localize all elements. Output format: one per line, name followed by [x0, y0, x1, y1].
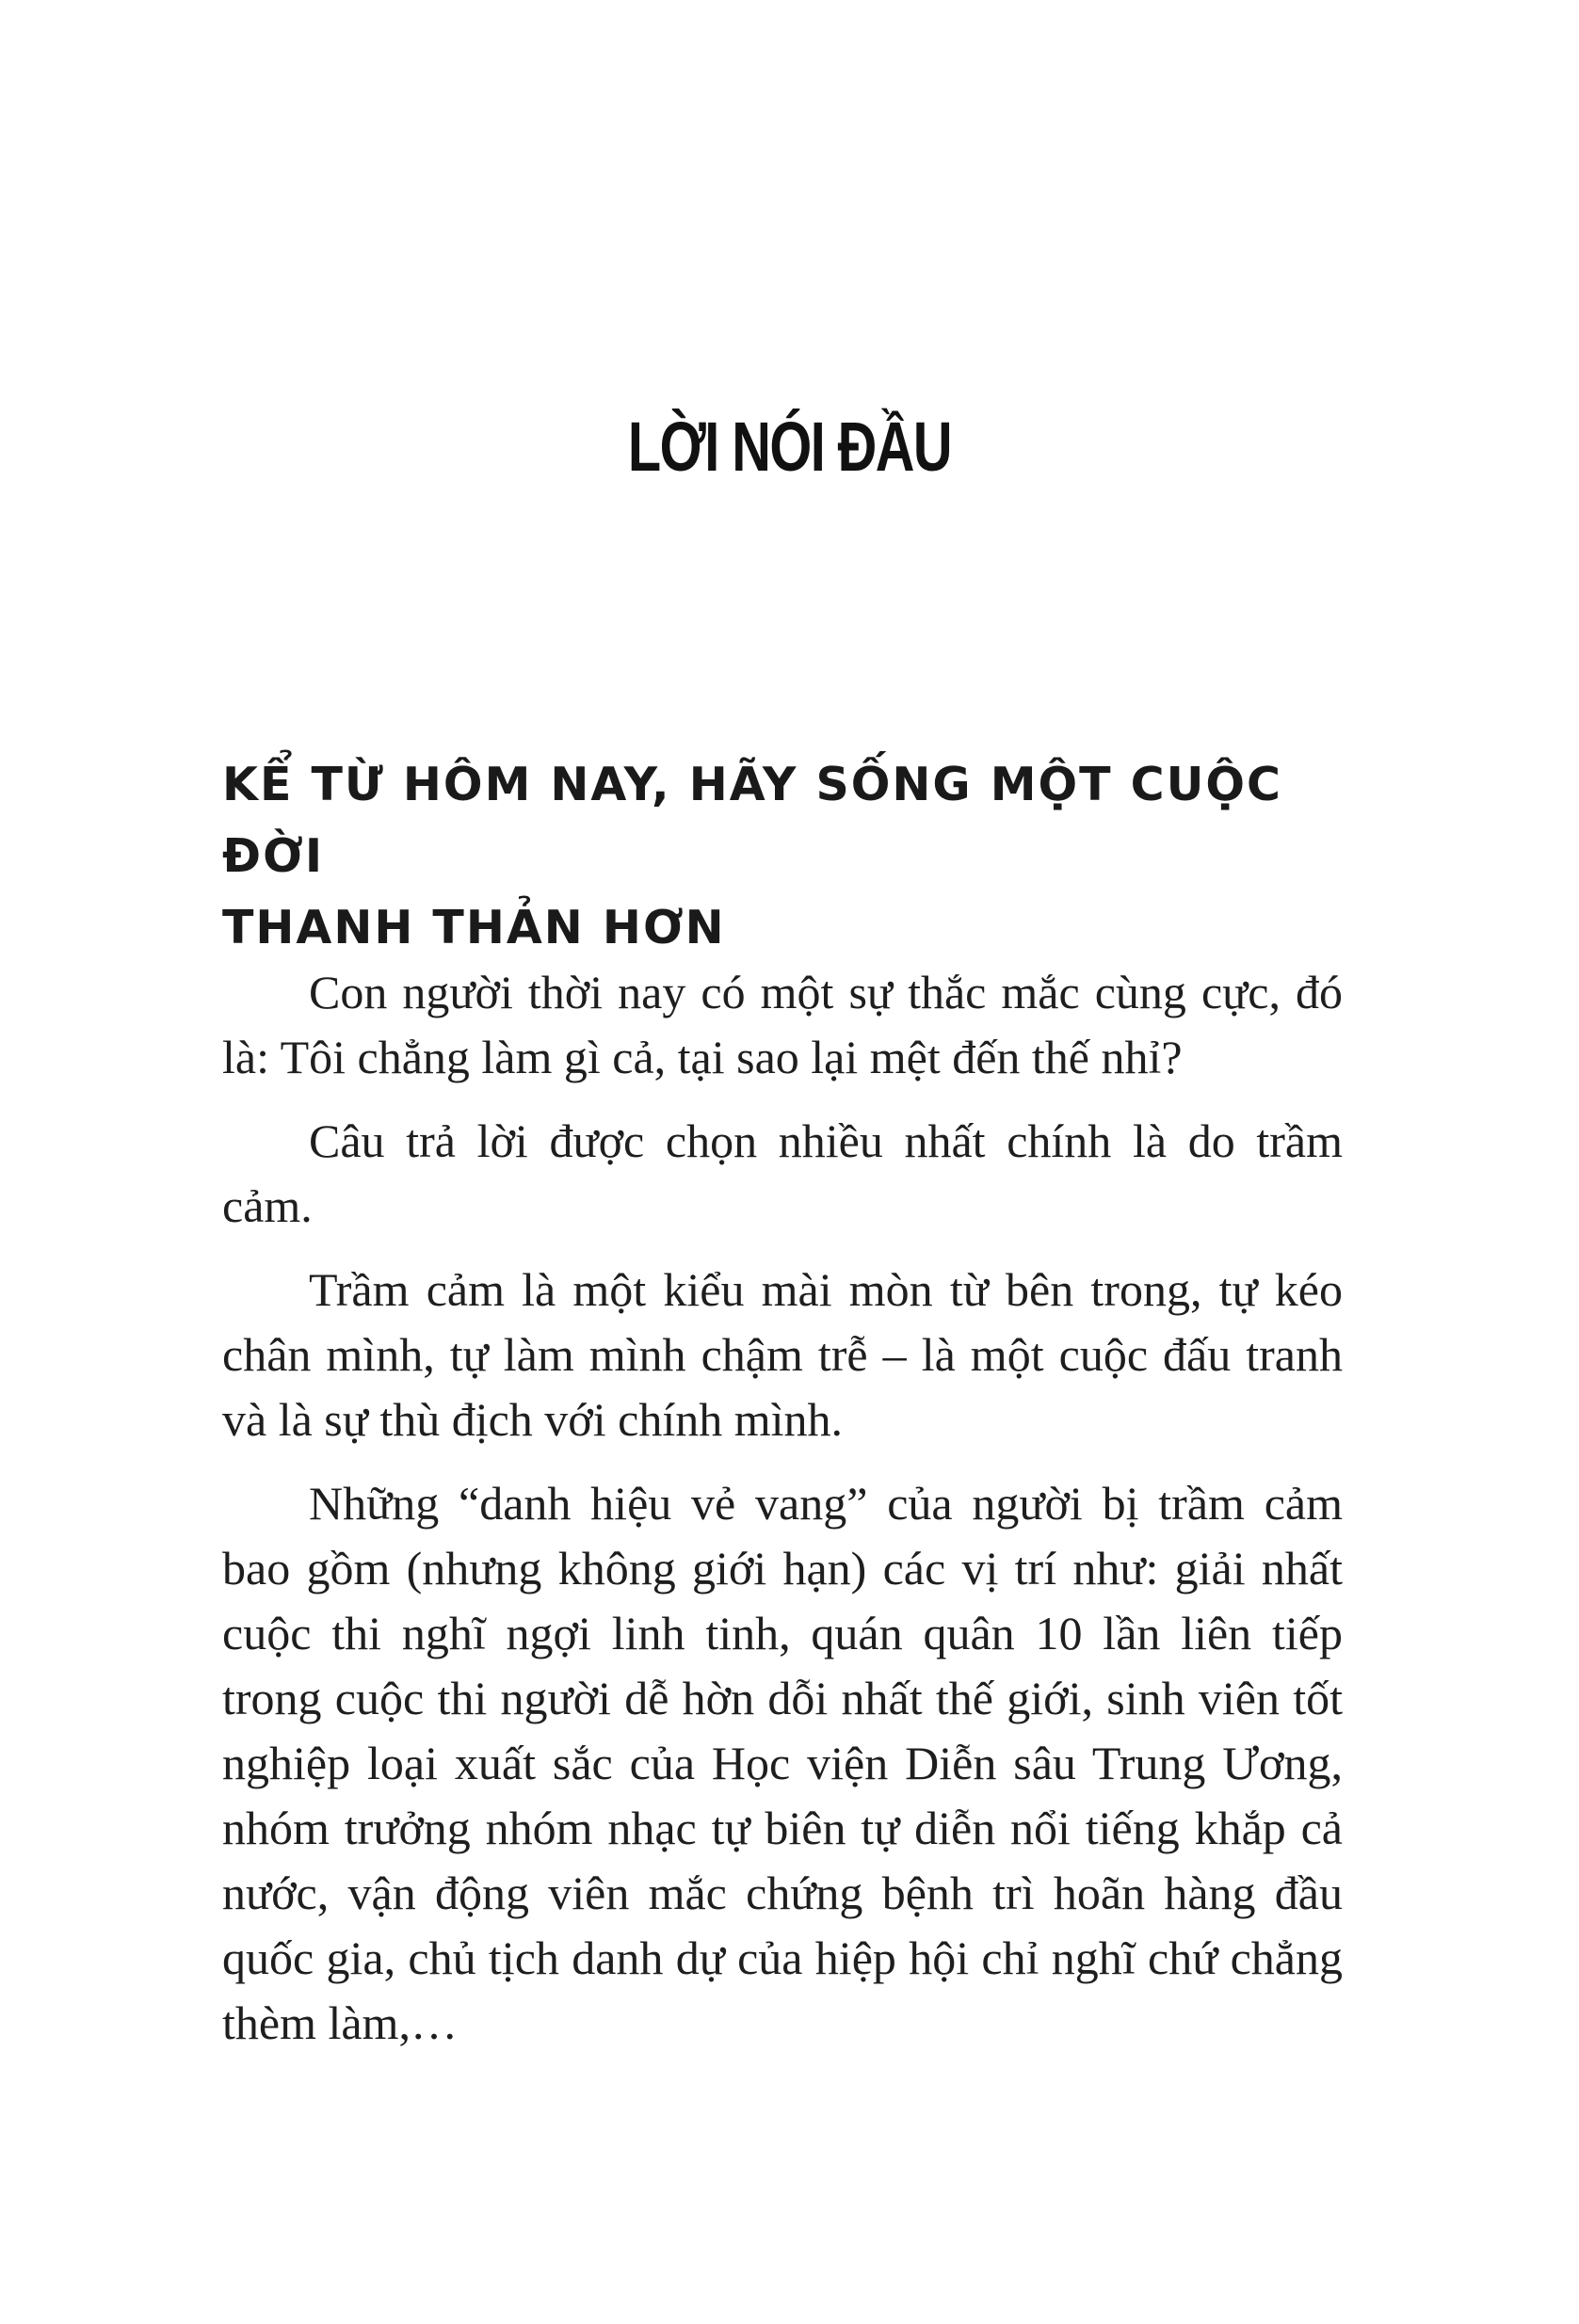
chapter-title: LỜI NÓI ĐẦU	[627, 408, 952, 486]
paragraph: Câu trả lời được chọn nhiều nhất chính là do trầm cảm.	[222, 1114, 1343, 1232]
section-heading-line-2: THANH THẢN HƠN	[222, 901, 726, 954]
section-heading	[222, 749, 1366, 964]
section-heading-line-1: KỂ TỪ HÔM NAY, HÃY SỐNG MỘT CUỘC ĐỜI	[222, 758, 1282, 883]
paragraph: Trầm cảm là một kiểu mài mòn từ bên trong, tự kéo chân mình, tự làm mình chậm trễ – là một cuộc đấu tranh và là sự thù địch với chính mình.	[222, 1263, 1343, 1446]
paragraph: Những “danh hiệu vẻ vang” của người bị trầm cảm bao gồm (nhưng không giới hạn) các vị trí như: giải nhất cuộc thi nghĩ ngợi linh tinh, quán quân 10 lần liên tiếp trong cuộc thi người dễ hờn dỗi nhất thế giới, sinh viên tốt nghiệp loại xuất sắc của Học viện Diễn sâu Trung Ương, nhóm trưởng nhóm nhạc tự biên tự diễn nổi tiếng khắp cả nước, vận động viên mắc chứng bệnh trì hoãn hàng đầu quốc gia, chủ tịch danh dự của hiệp hội chỉ nghĩ chứ chẳng thèm làm,…	[222, 1477, 1343, 2049]
body-text	[222, 960, 1343, 2075]
paragraph: Con người thời nay có một sự thắc mắc cùng cực, đó là: Tôi chẳng làm gì cả, tại sao lại mệt đến thế nhỉ?	[222, 966, 1343, 1083]
